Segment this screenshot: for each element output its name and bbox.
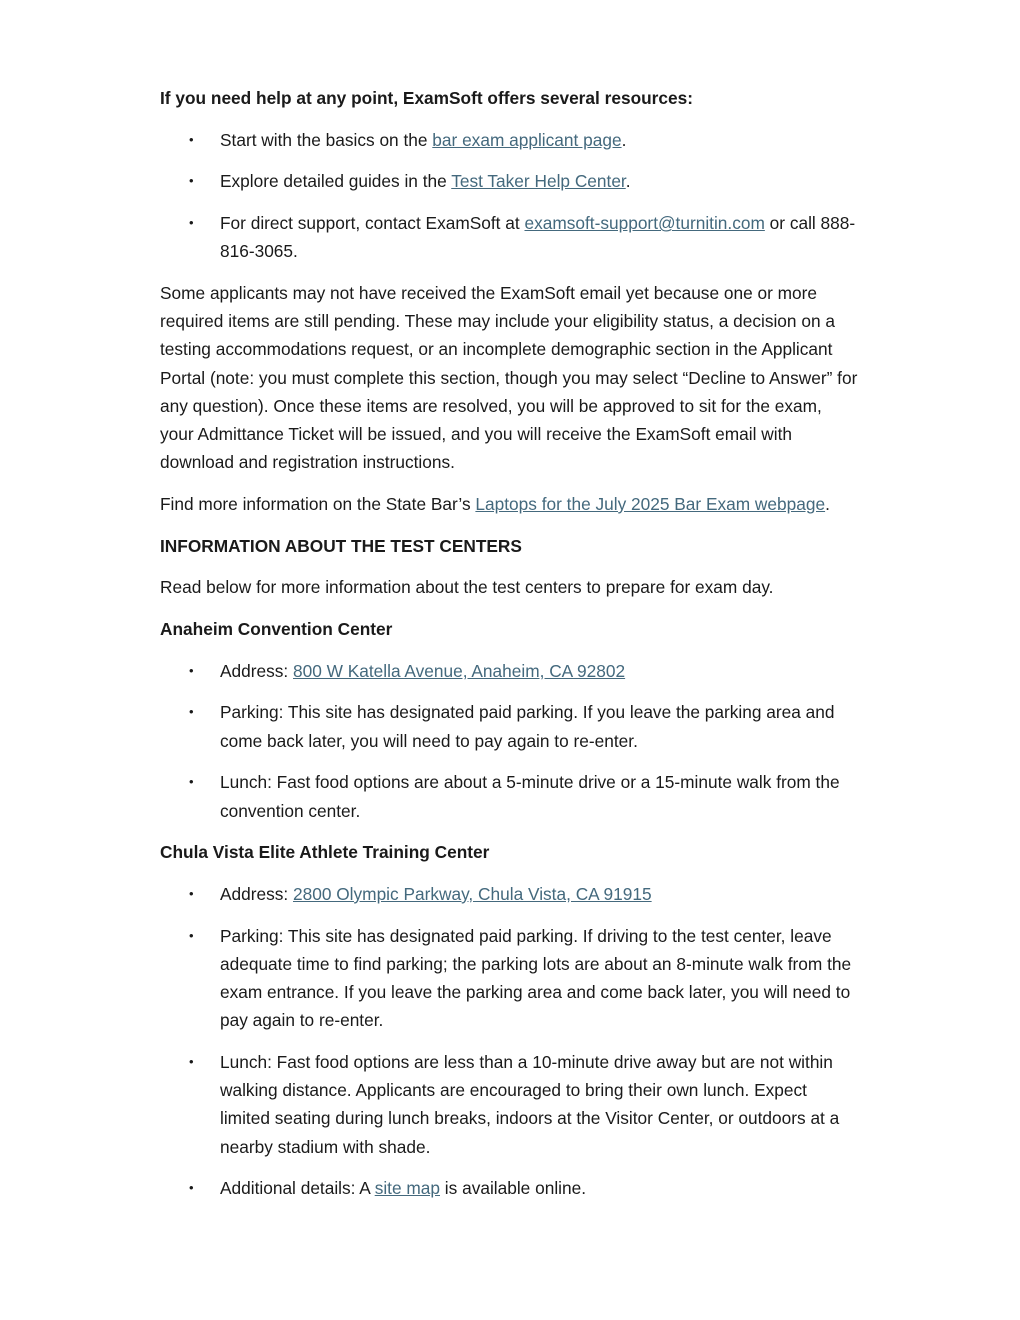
bullet-icon: •	[189, 1053, 194, 1069]
list-item: • For direct support, contact ExamSoft at examsoft-support@turnitin.com or call 888-816-3065.	[160, 209, 860, 265]
bullet-icon: •	[189, 704, 194, 720]
anaheim-heading: Anaheim Convention Center	[160, 619, 393, 640]
document-page	[160, 84, 860, 1216]
bullet-icon: •	[189, 774, 194, 790]
support-email-link[interactable]: examsoft-support@turnitin.com	[524, 213, 765, 234]
list-item: • Address: 800 W Katella Avenue, Anaheim, CA 92802	[160, 657, 860, 685]
bullet-icon: •	[189, 662, 194, 678]
list-item: • Address: 2800 Olympic Parkway, Chula Vista, CA 91915	[160, 880, 860, 908]
list-item: • Additional details: A site map is available online.	[160, 1174, 860, 1202]
chula-vista-list	[160, 880, 860, 1203]
anaheim-list	[160, 657, 860, 825]
help-heading: If you need help at any point, ExamSoft offers several resources:	[160, 88, 693, 108]
list-item: • Lunch: Fast food options are about a 5-minute drive or a 15-minute walk from the convention center.	[160, 768, 860, 824]
bullet-icon: •	[189, 131, 194, 147]
laptops-webpage-link[interactable]: Laptops for the July 2025 Bar Exam webpage	[475, 493, 826, 514]
test-centers-heading: INFORMATION ABOUT THE TEST CENTERS	[160, 535, 522, 556]
bar-exam-applicant-page-link[interactable]: bar exam applicant page	[432, 129, 622, 150]
anaheim-address-link[interactable]: 800 W Katella Avenue, Anaheim, CA 92802	[293, 660, 626, 681]
bullet-icon: •	[189, 927, 194, 943]
bullet-icon: •	[189, 173, 194, 189]
chula-vista-address-link[interactable]: 2800 Olympic Parkway, Chula Vista, CA 91915	[293, 883, 652, 904]
list-item: • Lunch: Fast food options are less than a 10-minute drive away but are not within walking distance. Applicants are encouraged to bring their own lunch. Expect limited seating during lunch breaks, indoors at the Visitor Center, or outdoors at a nearby stadium with shade.	[160, 1048, 860, 1161]
chula-vista-heading: Chula Vista Elite Athlete Training Center	[160, 842, 490, 863]
help-list	[160, 126, 860, 266]
pending-paragraph: Some applicants may not have received the ExamSoft email yet because one or more required items are still pending. These may include your eligibility status, a decision on a testing accommodations request, or an incomplete demographic section in the Applicant Portal (note: you must complete this section, though you may select “Decline to Answer” for any question). Once these items are resolved, you will be approved to sit for the exam, your Admittance Ticket will be issued, and you will receive the ExamSoft email with download and registration instructions.	[160, 283, 858, 473]
bullet-icon: •	[189, 885, 194, 901]
list-item: • Start with the basics on the bar exam applicant page.	[160, 126, 860, 154]
bullet-icon: •	[189, 1180, 194, 1196]
list-item: • Parking: This site has designated paid parking. If you leave the parking area and come back later, you will need to pay again to re-enter.	[160, 698, 860, 754]
test-centers-intro: Read below for more information about the test centers to prepare for exam day.	[160, 577, 774, 598]
site-map-link[interactable]: site map	[374, 1178, 440, 1199]
test-taker-help-center-link[interactable]: Test Taker Help Center	[451, 171, 626, 192]
more-info-paragraph: Find more information on the State Bar’s Laptops for the July 2025 Bar Exam webpage.	[160, 493, 830, 514]
list-item: • Explore detailed guides in the Test Taker Help Center.	[160, 167, 860, 195]
bullet-icon: •	[189, 215, 194, 231]
list-item: • Parking: This site has designated paid parking. If driving to the test center, leave adequate time to find parking; the parking lots are about an 8-minute walk from the exam entrance. If you leave the parking area and come back later, you will need to pay again to re-enter.	[160, 922, 860, 1035]
